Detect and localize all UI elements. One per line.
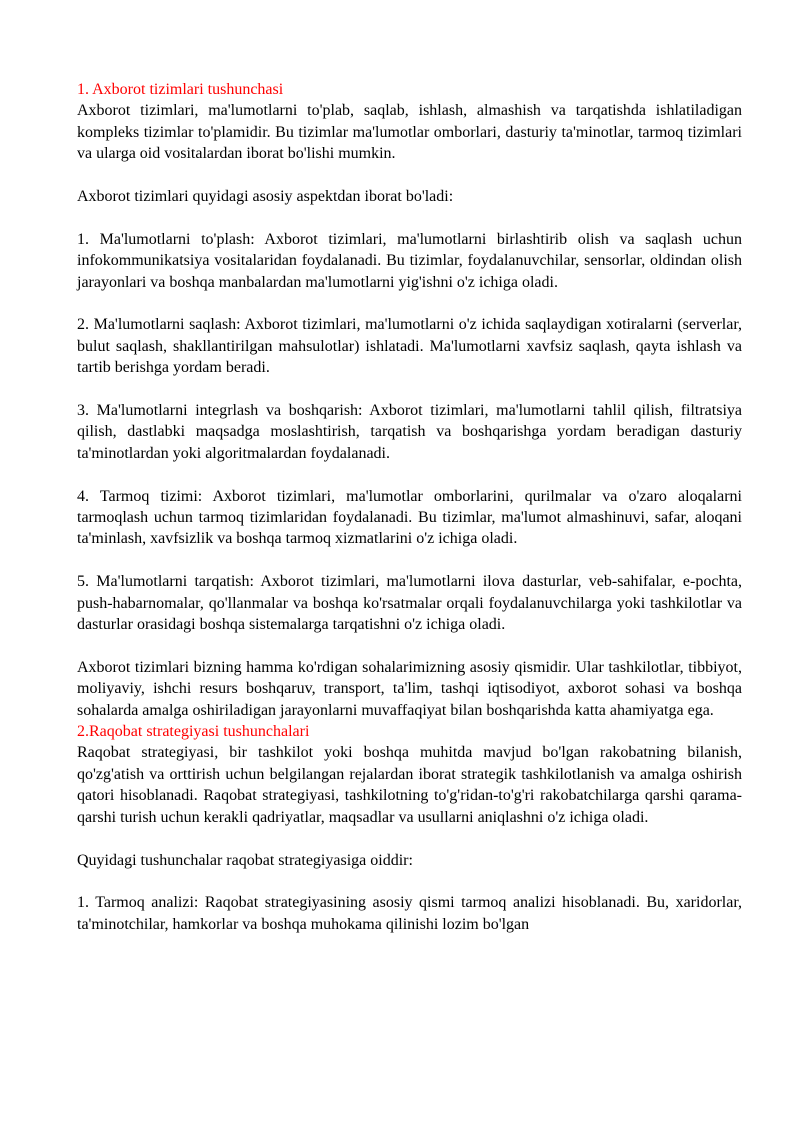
paragraph-gap [77,293,742,314]
section-1-item-1: 1. Ma'lumotlarni to'plash: Axborot tizimlari, ma'lumotlarni birlashtirib olish va saqlash uchun infokommunikatsiya vositalaridan foydalanadi. Bu tizimlar, foydalanuvchilar, sensorlar, oldindan olish jarayonlari va boshqa manbalardan ma'lumotlarni yig'ishni o'z ichiga oladi. [77,230,742,291]
paragraph-gap [77,464,742,485]
section-2-intro: Raqobat strategiyasi, bir tashkilot yoki boshqa muhitda mavjud bo'lgan rakobatning bilanish, qo'zg'atish va orttirish uchun belgilangan rejalardan iborat strategik tashkilotlanish va amalga oshirish qatori hisoblanadi. Raqobat strategiyasi, tashkilotning to'g'ridan-to'g'ri rakobatchilarga qarshi qarama-qarshi turish uchun kerakli qadriyatlar, maqsadlar va usullarni aniqlashni o'z ichiga oladi. [77,744,742,826]
section-1-closing: Axborot tizimlari bizning hamma ko'rdigan sohalarimizning asosiy qismidir. Ular tashkilotlar, tibbiyot, moliyaviy, ishchi resurs boshqaruv, transport, ta'lim, tashqi iqtisodiyot, axborot sohasi va boshqa sohalarda amalga oshiriladigan jarayonlarni muvaffaqiyat bilan boshqarishda katta ahamiyatga ega. [77,658,742,719]
section-1-heading: 1. Axborot tizimlari tushunchasi [77,81,284,98]
paragraph-gap [77,207,742,228]
paragraph-gap [77,379,742,400]
section-1-item-2: 2. Ma'lumotlarni saqlash: Axborot tizimlari, ma'lumotlarni o'z ichida saqlaydigan xotiralarni (serverlar, bulut saqlash, shakllantirilgan mahsulotlar) ishlatadi. Ma'lumotlarni xavfsiz saqlash, qayta ishlash va tartib berishga yordam beradi. [77,316,742,377]
section-1-item-5: 5. Ma'lumotlarni tarqatish: Axborot tizimlari, ma'lumotlarni ilova dasturlar, veb-sahifalar, e-pochta, push-habarnomalar, qo'llanmalar va boshqa ko'rsatmalar orqali foydalanuvchilarga yoki tashkilotlar va dasturlar orasidagi boshqa sistemalarga tarqatishni o'z ichiga oladi. [77,573,742,634]
section-2-item-1: 1. Tarmoq analizi: Raqobat strategiyasining asosiy qismi tarmoq analizi hisoblanadi. Bu, xaridorlar, ta'minotchilar, hamkorlar va boshqa muhokama qilinishi lozim bo'lgan [77,894,742,933]
document-page [77,79,742,935]
section-1-intro: Axborot tizimlari, ma'lumotlarni to'plab, saqlab, ishlash, almashish va tarqatishda ishlatiladigan kompleks tizimlar to'plamidir. Bu tizimlar ma'lumotlar omborlari, dasturiy ta'minotlar, tarmoq tizimlari va ularga oid vositalardan iborat bo'lishi mumkin. [77,102,742,163]
paragraph-gap [77,635,742,656]
section-2-lead: Quyidagi tushunchalar raqobat strategiyasiga oiddir: [77,851,413,869]
paragraph-gap [77,828,742,849]
section-1-lead: Axborot tizimlari quyidagi asosiy aspektdan iborat bo'ladi: [77,188,454,206]
section-1-item-3: 3. Ma'lumotlarni integrlash va boshqarish: Axborot tizimlari, ma'lumotlarni tahlil qilish, filtratsiya qilish, dastlabki maqsadga moslashtirish, tarqatish va boshqarishga yordam beradigan dasturiy ta'minotlardan yoki algoritmalardan foydalanadi. [77,402,742,462]
section-1-item-4: 4. Tarmoq tizimi: Axborot tizimlari, ma'lumotlar omborlarini, qurilmalar va o'zaro aloqalarni tarmoqlash uchun tarmoq tizimlaridan foydalanadi. Bu tizimlar, ma'lumot almashinuvi, safar, aloqani ta'minlash, xavfsizlik va boshqa tarmoq xizmatlarini o'z ichiga oladi. [77,487,742,548]
paragraph-gap [77,165,742,186]
section-2-heading: 2.Raqobat strategiyasi tushunchalari [77,723,310,741]
paragraph-gap [77,550,742,571]
paragraph-gap [77,871,742,892]
